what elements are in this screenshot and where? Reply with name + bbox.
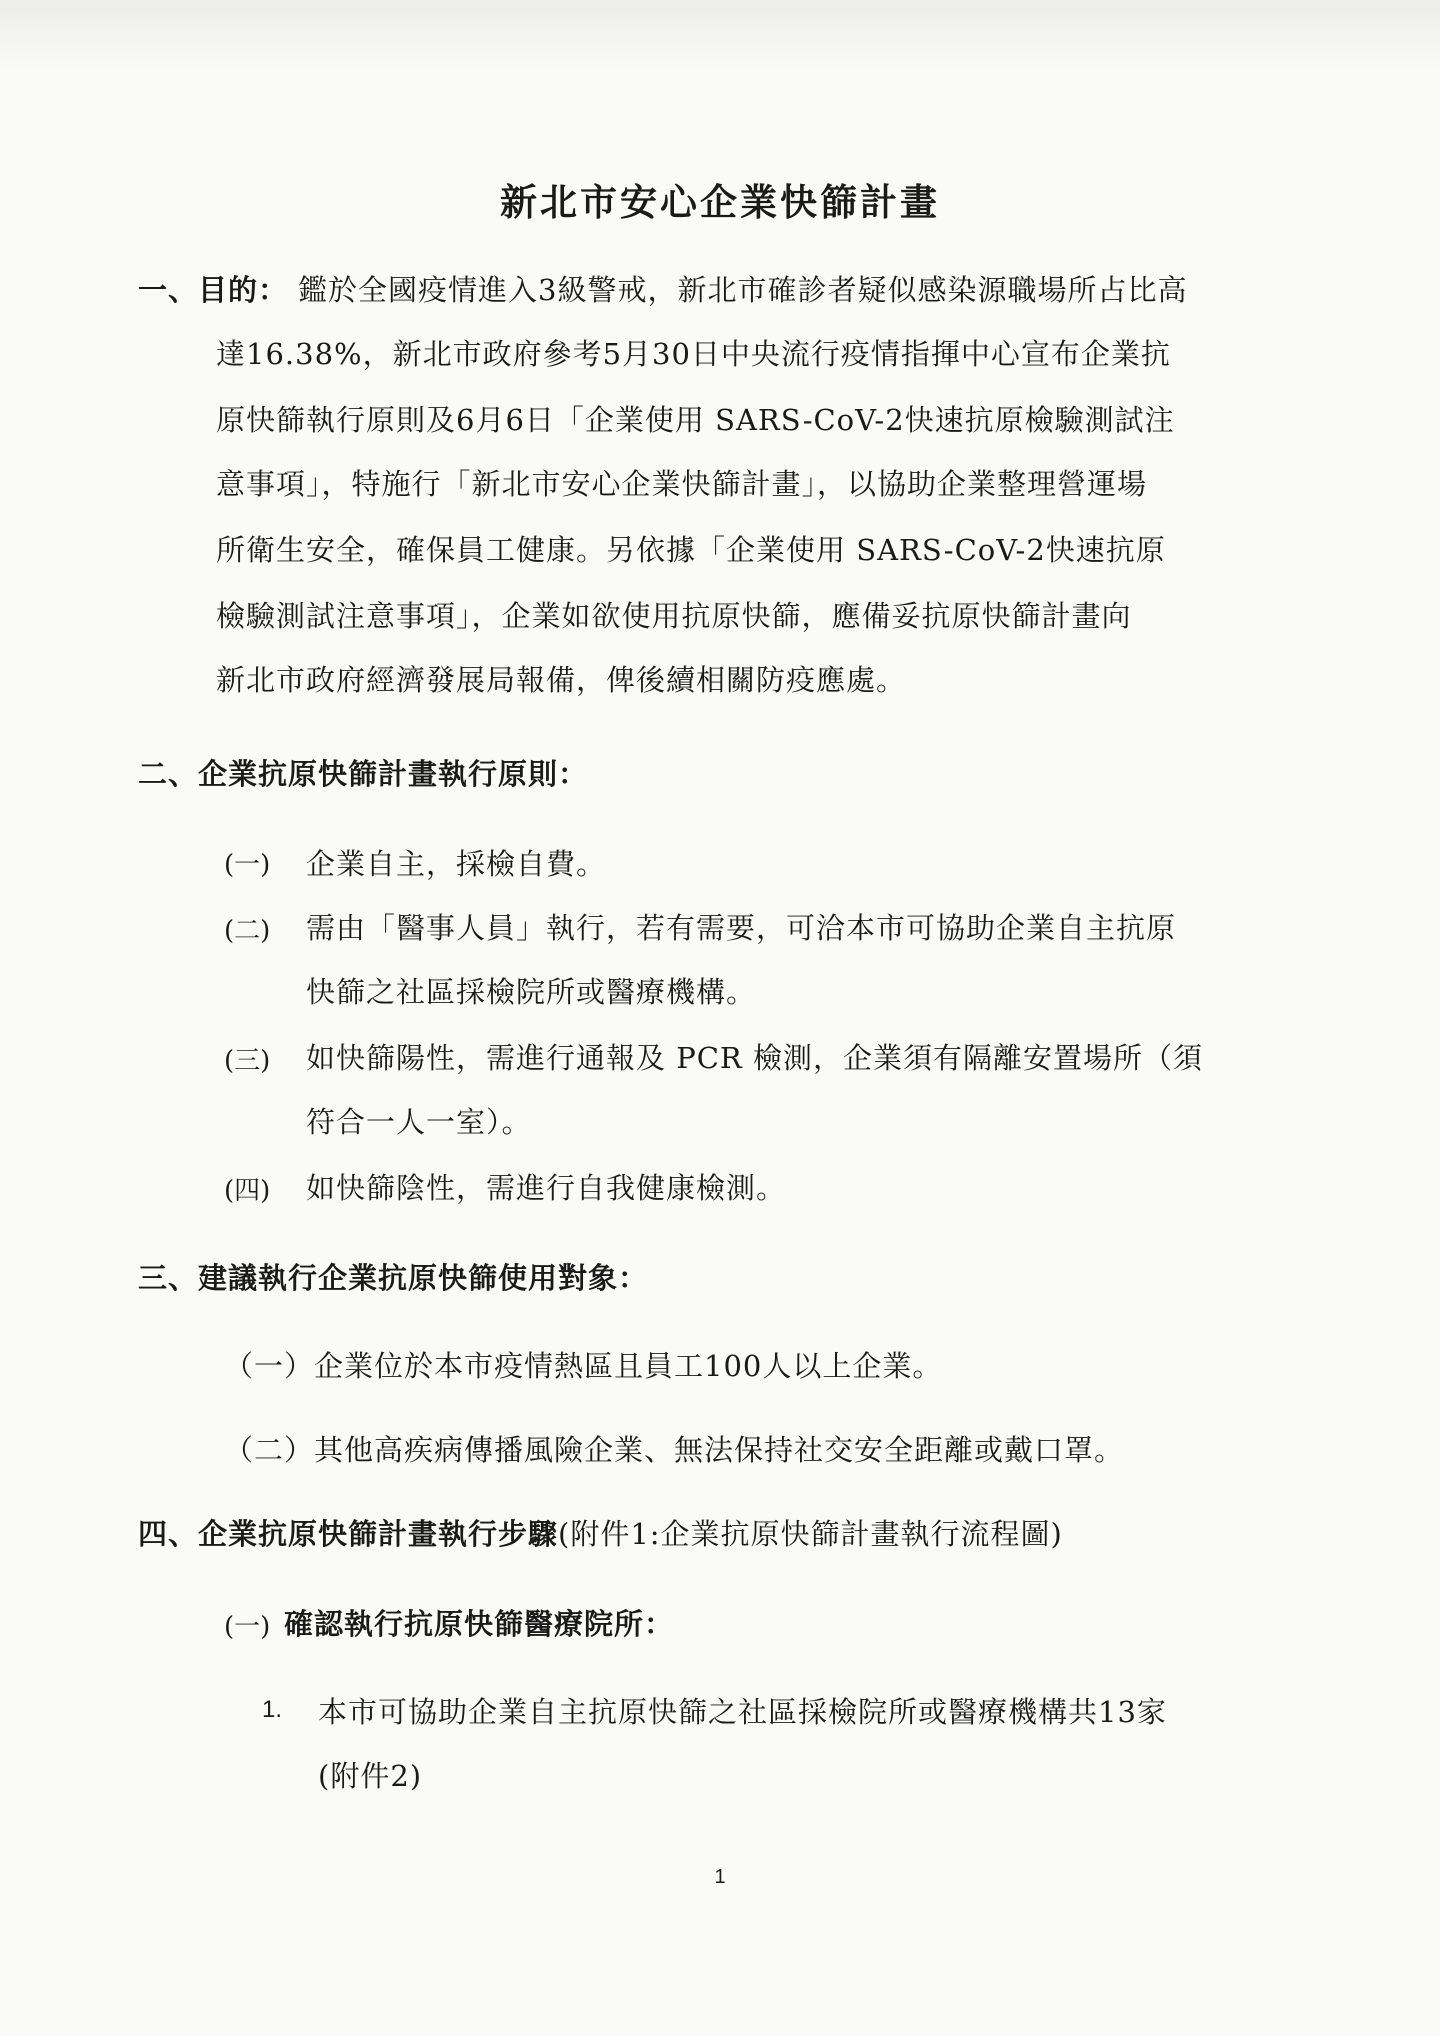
- list-item-text: 如快篩陽性，需進行通報及 PCR 檢測，企業須有隔離安置場所（須: [306, 1041, 1203, 1075]
- list-marker: (一): [224, 1612, 271, 1642]
- list-marker: (三): [224, 1046, 271, 1076]
- list-item-text: （一）企業位於本市疫情熱區且員工100人以上企業。: [224, 1349, 943, 1383]
- scan-edge-shadow: [0, 0, 1440, 70]
- list-marker: (四): [224, 1176, 271, 1206]
- list-item-text: (附件2): [318, 1759, 423, 1793]
- section-1-line: 檢驗測試注意事項」，企業如欲使用抗原快篩，應備妥抗原快篩計畫向: [216, 599, 1132, 633]
- list-item-text: （二）其他高疾病傳播風險企業、無法保持社交安全距離或戴口罩。: [224, 1433, 1125, 1467]
- list-marker: (二): [224, 916, 271, 946]
- list-item-text: 符合一人一室）。: [306, 1105, 532, 1139]
- section-1-line: 意事項」，特施行「新北市安心企業快篩計畫」，以協助企業整理營運場: [216, 467, 1148, 501]
- section-1-line: 原快篩執行原則及6月6日「企業使用 SARS-CoV-2快速抗原檢驗測試注: [216, 403, 1175, 437]
- section-4-heading-note: (附件1:企業抗原快篩計畫執行流程圖): [558, 1517, 1063, 1551]
- list-item-text: 本市可協助企業自主抗原快篩之社區採檢院所或醫療機構共13家: [318, 1695, 1167, 1729]
- section-1-line: 新北市政府經濟發展局報備，俾後續相關防疫應處。: [216, 663, 907, 697]
- list-item-text: 企業自主，採檢自費。: [306, 847, 607, 881]
- section-1-label: 一、目的：: [138, 273, 289, 307]
- section-1-line: 所衛生安全，確保員工健康。另依據「企業使用 SARS-CoV-2快速抗原: [216, 533, 1166, 567]
- section-1-line: 達16.38%，新北市政府參考5月30日中央流行疫情指揮中心宣布企業抗: [216, 337, 1171, 371]
- section-3-heading: 三、建議執行企業抗原快篩使用對象：: [138, 1261, 649, 1295]
- section-2-heading: 二、企業抗原快篩計畫執行原則：: [138, 757, 589, 791]
- section-4-heading: [138, 1512, 1063, 1553]
- list-marker: 1.: [262, 1696, 283, 1723]
- document-title: 新北市安心企業快篩計畫: [500, 180, 940, 224]
- page-number: 1: [714, 1866, 726, 1888]
- list-item-text: 需由「醫事人員」執行，若有需要，可洽本市可協助企業自主抗原: [306, 911, 1177, 945]
- subsection-heading: 確認執行抗原快篩醫療院所：: [284, 1607, 675, 1641]
- section-4-heading-text: 四、企業抗原快篩計畫執行步驟: [138, 1517, 559, 1551]
- list-marker: (一): [224, 850, 271, 880]
- list-item-text: 如快篩陰性，需進行自我健康檢測。: [306, 1171, 787, 1205]
- section-1-line: 鑑於全國疫情進入3級警戒，新北市確診者疑似感染源職場所占比高: [298, 273, 1188, 307]
- list-item-text: 快篩之社區採檢院所或醫療機構。: [306, 975, 757, 1009]
